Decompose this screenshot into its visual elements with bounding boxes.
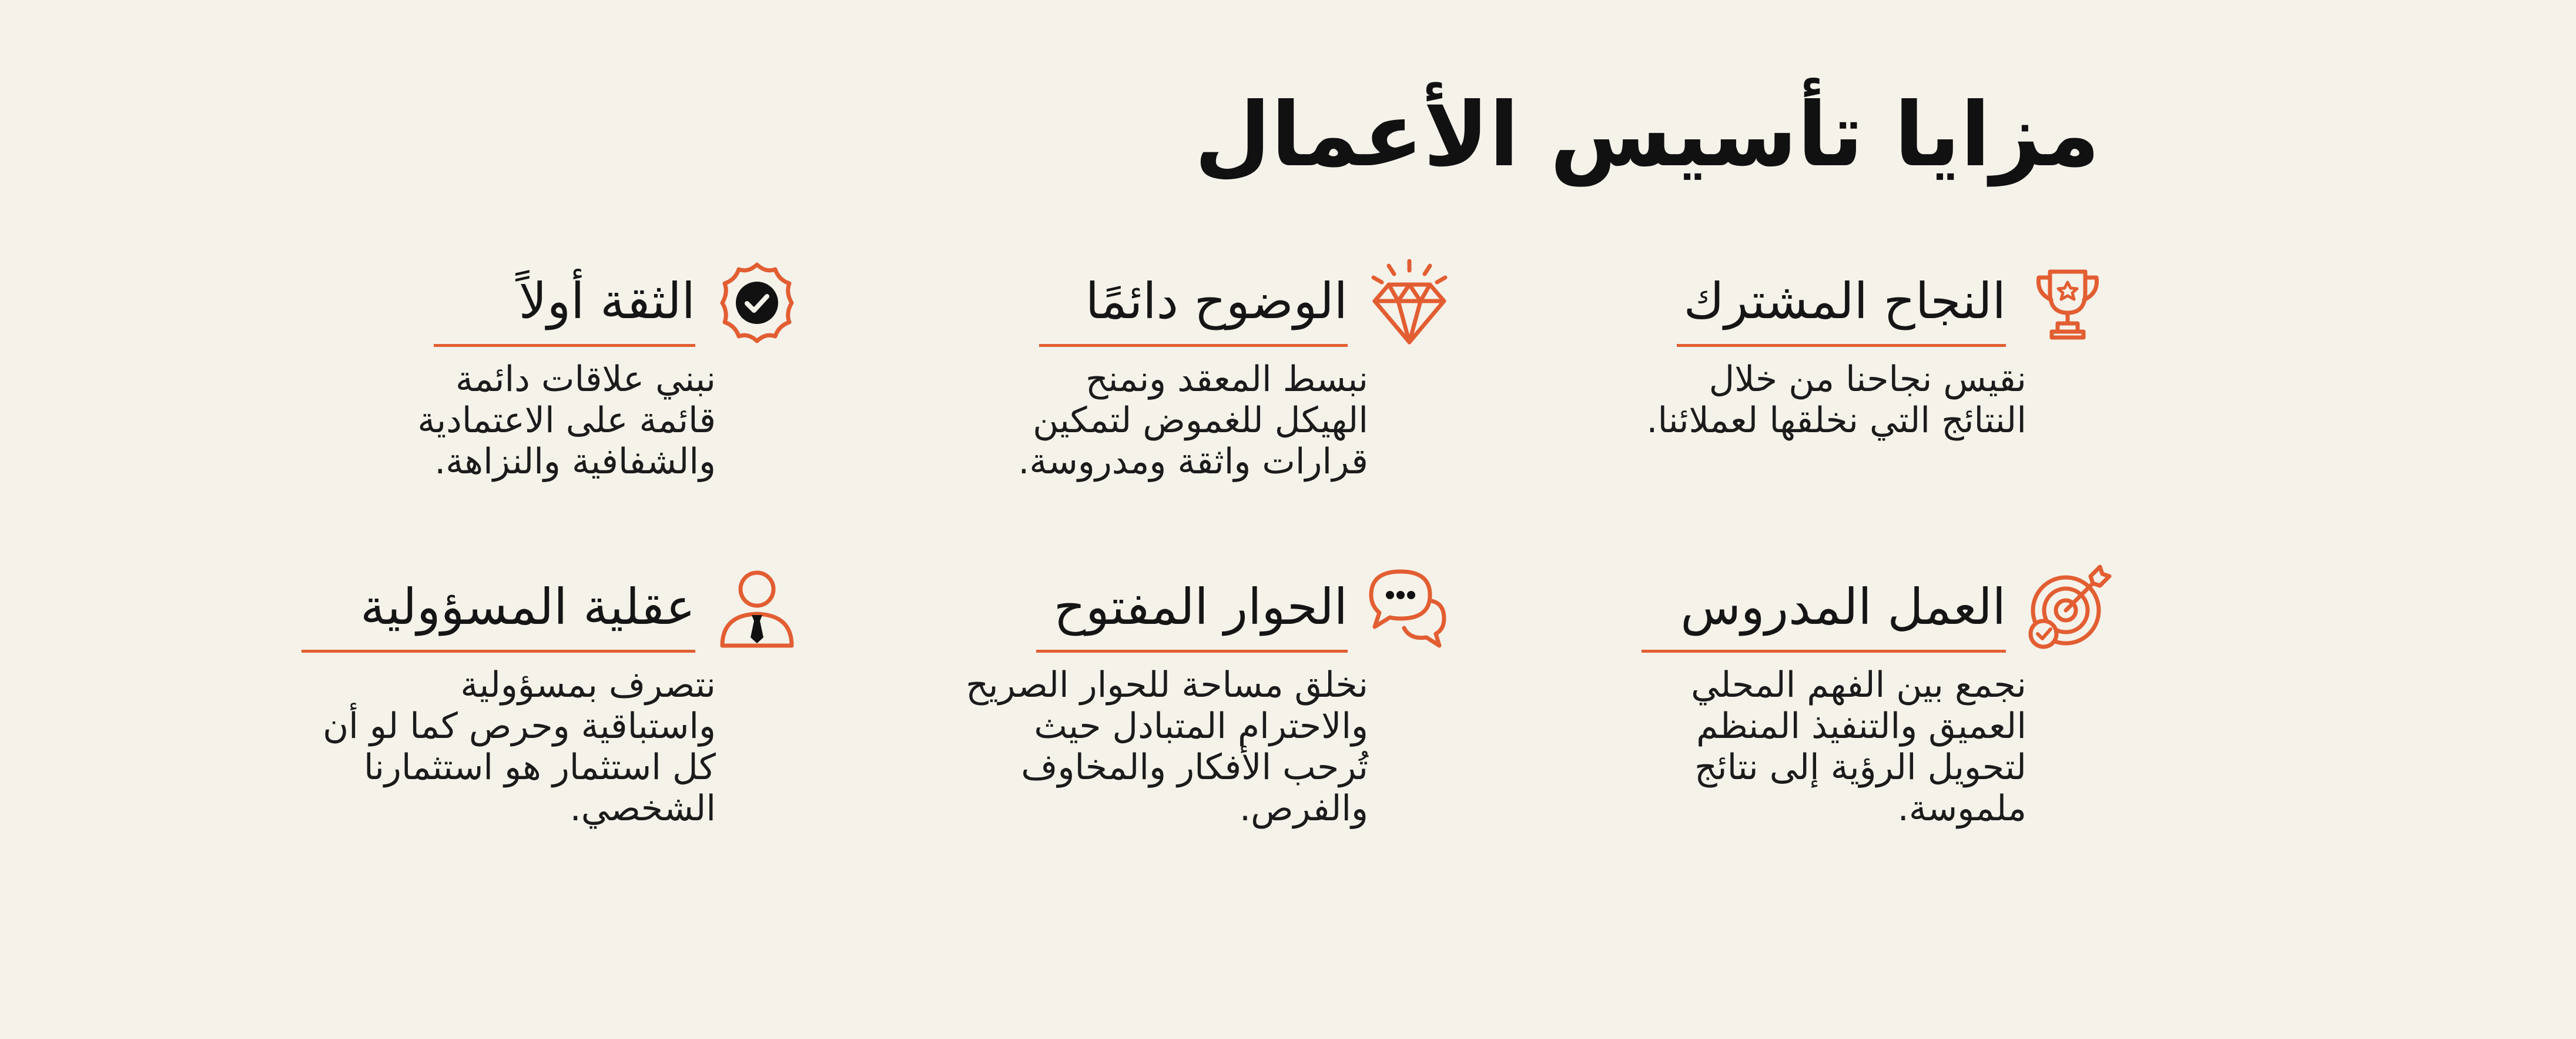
page-title: مزايا تأسيس الأعمال [1194, 84, 2100, 186]
card-header [1583, 259, 2112, 347]
feature-card-clarity-always [924, 259, 1453, 506]
card-description: نبني علاقات دائمة قائمة على الاعتمادية والشفافية والنزاهة. [417, 359, 716, 482]
target-arrow-icon [2024, 564, 2112, 653]
verified-badge-icon [713, 259, 801, 347]
chat-bubbles-icon [1365, 564, 1453, 653]
card-title: الوضوح دائمًا [1085, 272, 1348, 330]
card-description: نتصرف بمسؤولية واستباقية وحرص كما لو أن كل استثمار هو استثمارنا الشخصي. [323, 664, 716, 829]
title-underline [1036, 650, 1348, 653]
title-underline [1039, 344, 1348, 347]
card-description: نجمع بين الفهم المحلي العميق والتنفيذ المنظم لتحويل الرؤية إلى نتائج ملموسة. [1691, 664, 2026, 829]
card-header [924, 564, 1453, 653]
card-header [272, 564, 801, 653]
diamond-icon [1365, 259, 1453, 347]
feature-card-shared-success [1583, 259, 2112, 506]
card-title: الثقة أولاً [518, 272, 695, 330]
feature-card-responsibility-mindset [272, 564, 801, 858]
feature-card-trust-first [272, 259, 801, 506]
card-title: الحوار المفتوح [1053, 578, 1348, 636]
card-header [924, 259, 1453, 347]
card-description: نخلق مساحة للحوار الصريح والاحترام المتبادل حيث تُرحب الأفكار والمخاوف والفرص. [966, 664, 1368, 829]
title-underline [1642, 650, 2006, 653]
card-header [1583, 564, 2112, 653]
title-underline [302, 650, 695, 653]
card-description: نبسط المعقد ونمنح الهيكل للغموض لتمكين قرارات واثقة ومدروسة. [1018, 359, 1368, 482]
feature-card-deliberate-work [1583, 564, 2112, 858]
card-header [272, 259, 801, 347]
title-underline [1677, 344, 2006, 347]
card-title: عقلية المسؤولية [360, 578, 695, 636]
card-title: النجاح المشترك [1683, 272, 2006, 330]
card-title: العمل المدروس [1680, 578, 2006, 636]
trophy-icon [2024, 259, 2112, 347]
feature-card-open-dialogue [924, 564, 1453, 858]
person-tie-icon [713, 564, 801, 653]
card-description: نقيس نجاحنا من خلال النتائج التي نخلقها لعملائنا. [1646, 359, 2026, 441]
title-underline [434, 344, 695, 347]
